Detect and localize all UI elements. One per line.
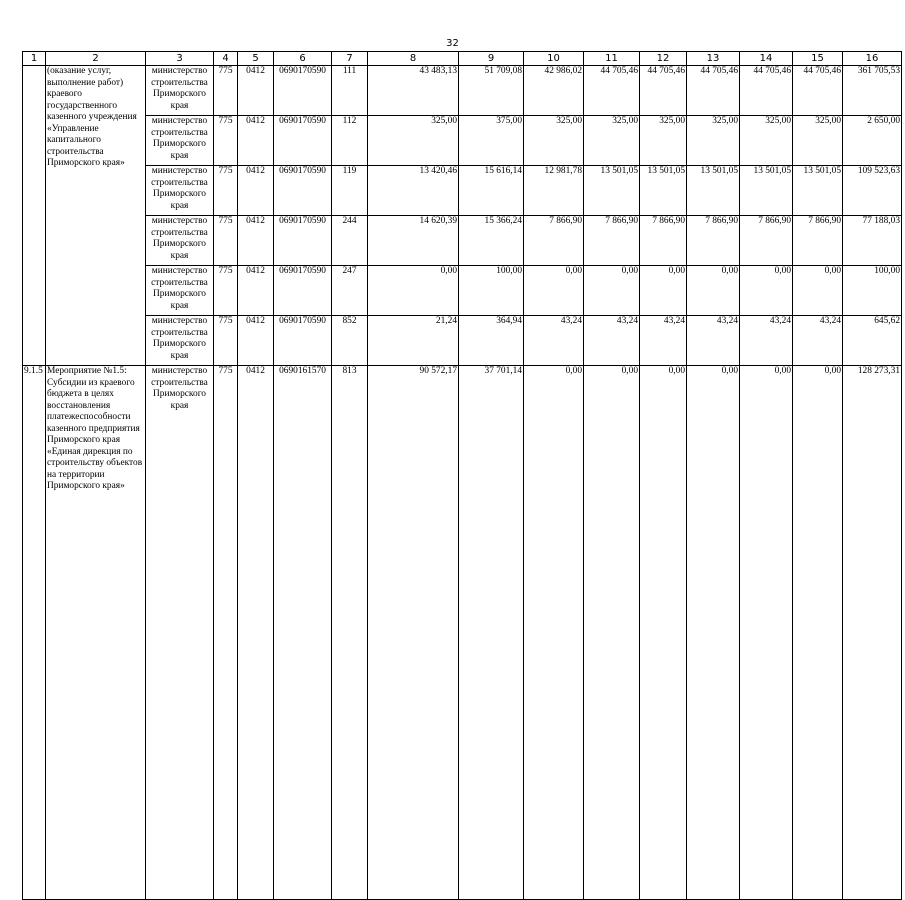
header-cell: 1 bbox=[23, 52, 46, 66]
grbs-cell: 775 bbox=[214, 266, 238, 316]
value-cell: 13 420,46 bbox=[368, 166, 459, 216]
value-cell: 43,24 bbox=[740, 316, 793, 366]
header-cell: 16 bbox=[843, 52, 902, 66]
grbs-cell: 775 bbox=[214, 66, 238, 116]
value-cell: 15 366,24 bbox=[459, 216, 524, 266]
value-cell: 37 701,14 bbox=[459, 366, 524, 900]
header-cell: 13 bbox=[687, 52, 740, 66]
value-cell: 325,00 bbox=[640, 116, 687, 166]
value-cell: 44 705,46 bbox=[640, 66, 687, 116]
table-row bbox=[23, 116, 902, 166]
rzpr-cell: 0412 bbox=[238, 166, 274, 216]
header-cell: 15 bbox=[793, 52, 843, 66]
header-cell: 14 bbox=[740, 52, 793, 66]
description-cell: Мероприятие №1.5: Субсидии из краевого бюджета в целях восстановления платежеспособности казенного предприятия Приморского края «Единая дирекция по строительству объектов на территории Приморского края» bbox=[46, 366, 146, 900]
value-cell: 43,24 bbox=[524, 316, 584, 366]
rzpr-cell: 0412 bbox=[238, 266, 274, 316]
value-cell: 7 866,90 bbox=[793, 216, 843, 266]
value-cell: 90 572,17 bbox=[368, 366, 459, 900]
vr-cell: 119 bbox=[332, 166, 368, 216]
value-cell: 375,00 bbox=[459, 116, 524, 166]
grbs-cell: 775 bbox=[214, 166, 238, 216]
table-row bbox=[23, 216, 902, 266]
value-cell: 43,24 bbox=[584, 316, 640, 366]
value-cell: 42 986,02 bbox=[524, 66, 584, 116]
grbs-cell: 775 bbox=[214, 316, 238, 366]
header-cell: 8 bbox=[368, 52, 459, 66]
value-cell: 44 705,46 bbox=[584, 66, 640, 116]
value-cell: 0,00 bbox=[793, 366, 843, 900]
csr-cell: 0690170590 bbox=[274, 166, 332, 216]
header-cell: 7 bbox=[332, 52, 368, 66]
value-cell: 13 501,05 bbox=[584, 166, 640, 216]
header-cell: 5 bbox=[238, 52, 274, 66]
page-number: 32 bbox=[446, 38, 459, 49]
vr-cell: 813 bbox=[332, 366, 368, 900]
total-cell: 361 705,53 bbox=[843, 66, 902, 116]
header-cell: 3 bbox=[146, 52, 214, 66]
total-cell: 128 273,31 bbox=[843, 366, 902, 900]
vr-cell: 112 bbox=[332, 116, 368, 166]
value-cell: 44 705,46 bbox=[740, 66, 793, 116]
vr-cell: 244 bbox=[332, 216, 368, 266]
description-cell: (оказание услуг, выполнение работ) краевого государственного казенного учреждения «Управление капитального строительства Приморского края» bbox=[46, 66, 146, 366]
value-cell: 0,00 bbox=[740, 366, 793, 900]
value-cell: 0,00 bbox=[687, 266, 740, 316]
value-cell: 43 483,13 bbox=[368, 66, 459, 116]
csr-cell: 0690170590 bbox=[274, 66, 332, 116]
csr-cell: 0690170590 bbox=[274, 266, 332, 316]
header-row bbox=[23, 52, 902, 66]
value-cell: 13 501,05 bbox=[687, 166, 740, 216]
header-cell: 10 bbox=[524, 52, 584, 66]
value-cell: 43,24 bbox=[640, 316, 687, 366]
value-cell: 7 866,90 bbox=[524, 216, 584, 266]
grbs-cell: 775 bbox=[214, 116, 238, 166]
csr-cell: 0690170590 bbox=[274, 216, 332, 266]
csr-cell: 0690161570 bbox=[274, 366, 332, 900]
value-cell: 43,24 bbox=[687, 316, 740, 366]
total-cell: 77 188,03 bbox=[843, 216, 902, 266]
header-cell: 2 bbox=[46, 52, 146, 66]
value-cell: 7 866,90 bbox=[740, 216, 793, 266]
org-cell: министерство строительства Приморского края bbox=[146, 266, 214, 316]
value-cell: 0,00 bbox=[740, 266, 793, 316]
value-cell: 0,00 bbox=[793, 266, 843, 316]
value-cell: 325,00 bbox=[584, 116, 640, 166]
rzpr-cell: 0412 bbox=[238, 116, 274, 166]
value-cell: 12 981,78 bbox=[524, 166, 584, 216]
value-cell: 13 501,05 bbox=[793, 166, 843, 216]
budget-table bbox=[22, 51, 902, 900]
value-cell: 14 620,39 bbox=[368, 216, 459, 266]
org-cell: министерство строительства Приморского края bbox=[146, 366, 214, 900]
header-cell: 12 bbox=[640, 52, 687, 66]
table-row bbox=[23, 266, 902, 316]
value-cell: 325,00 bbox=[793, 116, 843, 166]
value-cell: 325,00 bbox=[524, 116, 584, 166]
header-cell: 11 bbox=[584, 52, 640, 66]
vr-cell: 111 bbox=[332, 66, 368, 116]
value-cell: 325,00 bbox=[368, 116, 459, 166]
org-cell: министерство строительства Приморского края bbox=[146, 66, 214, 116]
value-cell: 51 709,08 bbox=[459, 66, 524, 116]
header-cell: 6 bbox=[274, 52, 332, 66]
value-cell: 0,00 bbox=[640, 266, 687, 316]
value-cell: 7 866,90 bbox=[584, 216, 640, 266]
total-cell: 645,62 bbox=[843, 316, 902, 366]
table-row bbox=[23, 66, 902, 116]
header-cell: 4 bbox=[214, 52, 238, 66]
total-cell: 109 523,63 bbox=[843, 166, 902, 216]
total-cell: 100,00 bbox=[843, 266, 902, 316]
org-cell: министерство строительства Приморского края bbox=[146, 316, 214, 366]
table-row bbox=[23, 166, 902, 216]
org-cell: министерство строительства Приморского края bbox=[146, 216, 214, 266]
value-cell: 325,00 bbox=[740, 116, 793, 166]
vr-cell: 852 bbox=[332, 316, 368, 366]
total-cell: 2 650,00 bbox=[843, 116, 902, 166]
value-cell: 13 501,05 bbox=[740, 166, 793, 216]
org-cell: министерство строительства Приморского края bbox=[146, 116, 214, 166]
rzpr-cell: 0412 bbox=[238, 366, 274, 900]
value-cell: 43,24 bbox=[793, 316, 843, 366]
value-cell: 0,00 bbox=[687, 366, 740, 900]
table-row bbox=[23, 316, 902, 366]
value-cell: 0,00 bbox=[524, 266, 584, 316]
csr-cell: 0690170590 bbox=[274, 316, 332, 366]
value-cell: 100,00 bbox=[459, 266, 524, 316]
row-number-cell bbox=[23, 66, 46, 366]
value-cell: 0,00 bbox=[584, 366, 640, 900]
value-cell: 44 705,46 bbox=[793, 66, 843, 116]
value-cell: 0,00 bbox=[524, 366, 584, 900]
org-cell: министерство строительства Приморского края bbox=[146, 166, 214, 216]
value-cell: 7 866,90 bbox=[640, 216, 687, 266]
rzpr-cell: 0412 bbox=[238, 316, 274, 366]
value-cell: 13 501,05 bbox=[640, 166, 687, 216]
value-cell: 0,00 bbox=[584, 266, 640, 316]
grbs-cell: 775 bbox=[214, 366, 238, 900]
value-cell: 0,00 bbox=[368, 266, 459, 316]
table-row bbox=[23, 366, 902, 900]
rzpr-cell: 0412 bbox=[238, 66, 274, 116]
value-cell: 7 866,90 bbox=[687, 216, 740, 266]
value-cell: 15 616,14 bbox=[459, 166, 524, 216]
value-cell: 364,94 bbox=[459, 316, 524, 366]
header-cell: 9 bbox=[459, 52, 524, 66]
value-cell: 21,24 bbox=[368, 316, 459, 366]
rzpr-cell: 0412 bbox=[238, 216, 274, 266]
value-cell: 325,00 bbox=[687, 116, 740, 166]
row-number-cell: 9.1.5 bbox=[23, 366, 46, 900]
csr-cell: 0690170590 bbox=[274, 116, 332, 166]
value-cell: 0,00 bbox=[640, 366, 687, 900]
vr-cell: 247 bbox=[332, 266, 368, 316]
value-cell: 44 705,46 bbox=[687, 66, 740, 116]
grbs-cell: 775 bbox=[214, 216, 238, 266]
